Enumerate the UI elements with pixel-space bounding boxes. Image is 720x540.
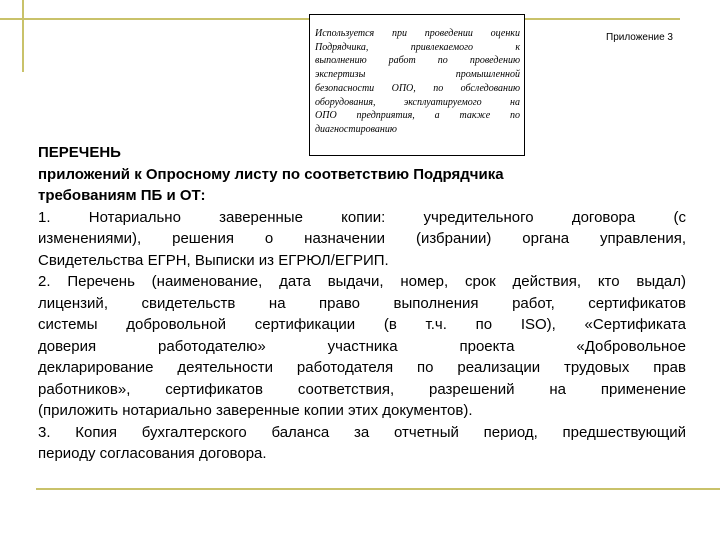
- body-line: работников», сертификатов соответствия, разрешений на применение: [38, 380, 686, 398]
- usage-note-line: Подрядчика, привлекаемого к: [315, 41, 520, 53]
- heading-subtitle: приложений к Опросному листу по соответствию Подрядчика: [38, 165, 504, 183]
- body-line: 1. Нотариально заверенные копии: учредительного договора (с: [38, 208, 686, 226]
- body-line: Свидетельства ЕГРН, Выписки из ЕГРЮЛ/ЕГРИП.: [38, 251, 389, 269]
- body-line: периоду согласования договора.: [38, 445, 267, 462]
- heading-title: ПЕРЕЧЕНЬ: [38, 144, 121, 161]
- usage-note-line: выполнению работ по проведению: [315, 55, 520, 67]
- body-line: лицензий, свидетельств на право выполнения работ, сертификатов: [38, 294, 686, 312]
- usage-note-line: диагностированию: [315, 123, 397, 135]
- usage-note-line: оборудования, эксплуатируемого на: [315, 96, 520, 108]
- decorative-vertical-line: [22, 0, 24, 72]
- body-line: 3. Копия бухгалтерского баланса за отчетный период, предшествующий: [38, 423, 686, 441]
- heading-subtitle-end: требованиям ПБ и ОТ:: [38, 187, 206, 204]
- appendix-label: Приложение 3: [606, 32, 673, 43]
- usage-note-line: экспертизы промышленной: [315, 69, 520, 81]
- body-line: системы добровольной сертификации (в т.ч. по ISO), «Сертификата: [38, 316, 686, 333]
- usage-note-line: безопасности ОПО, по обследованию: [315, 82, 520, 94]
- usage-note-box: [309, 14, 525, 156]
- body-line: декларирование деятельности работодателя по реализации трудовых прав: [38, 359, 686, 376]
- usage-note-line: ОПО предприятия, а также по: [315, 110, 520, 122]
- body-line: изменениями), решения о назначении (избрании) органа управления,: [38, 230, 686, 247]
- body-line: (приложить нотариально заверенные копии этих документов).: [38, 402, 473, 419]
- document-content: [38, 142, 686, 465]
- decorative-bottom-line: [36, 488, 720, 490]
- body-line: 2. Перечень (наименование, дата выдачи, номер, срок действия, кто выдал): [38, 273, 686, 290]
- usage-note-line: Используется при проведении оценки: [315, 28, 520, 39]
- body-line: доверия работодателю» участника проекта «Добровольное: [38, 337, 686, 355]
